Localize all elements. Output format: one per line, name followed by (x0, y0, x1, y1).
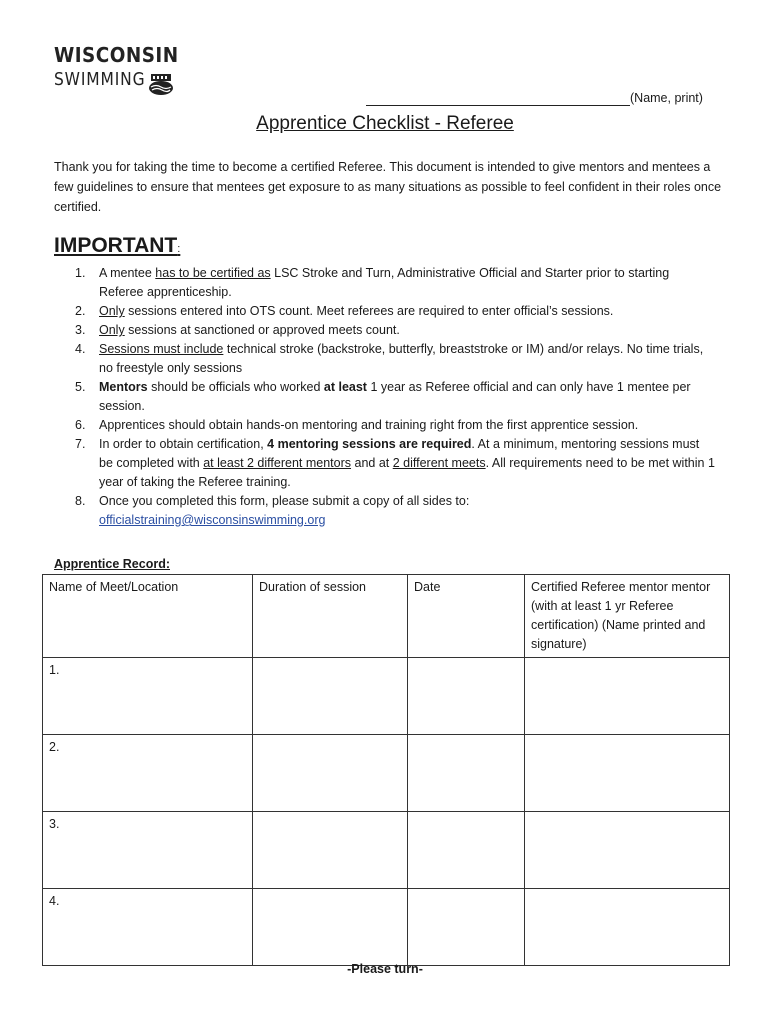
table-row (43, 812, 730, 889)
requirements-list (66, 264, 716, 530)
intro-paragraph: Thank you for taking the time to become a certified Referee. This document is intended to give mentors and mentees a few guidelines to ensure that mentees get exposure to as many situations as possible to feel confident in their roles once certified. (54, 160, 722, 214)
logo-line1: WISCONSIN (54, 43, 179, 67)
list-item-underlined: has to be certified as (155, 266, 271, 280)
list-item-text: LSC Stroke and Turn, Administrative Official and Starter prior to starting Referee apprenticeship. (99, 266, 670, 299)
row-number-cell[interactable]: 3. (43, 812, 253, 889)
duration-cell[interactable] (253, 735, 408, 812)
list-item-number: 4. (75, 342, 86, 356)
important-heading-text: IMPORTANT (54, 234, 178, 257)
column-header-duration: Duration of session (253, 575, 408, 658)
mentor-cell[interactable] (525, 735, 730, 812)
list-item-text: should be officials who worked (147, 380, 324, 394)
list-item-underlined: Only (99, 304, 125, 318)
list-item-number: 6. (75, 418, 86, 432)
list-item-number: 8. (75, 494, 86, 508)
wisconsin-swimming-logo (54, 44, 184, 100)
date-cell[interactable] (408, 735, 525, 812)
duration-cell[interactable] (253, 658, 408, 735)
list-item-underlined: at least 2 different mentors (203, 456, 352, 470)
table-row (43, 889, 730, 966)
list-item-bold: 4 mentoring sessions are required (267, 437, 472, 451)
list-item (66, 302, 716, 321)
list-item-text: sessions entered into OTS count. Meet referees are required to enter official’s sessions. (124, 304, 614, 318)
list-item-text: In order to obtain certification, (99, 437, 268, 451)
list-item (66, 264, 716, 302)
column-header-mentor: Certified Referee mentor mentor (with at least 1 yr Referee certification) (Name printed and signature) (525, 575, 730, 658)
date-cell[interactable] (408, 889, 525, 966)
name-signature-line[interactable] (366, 91, 630, 106)
list-item-text: sessions at sanctioned or approved meets count. (124, 323, 400, 337)
list-item (66, 416, 716, 435)
apprentice-record-table (42, 574, 730, 966)
list-item-text: technical stroke (backstroke, butterfly, breaststroke or IM) and/or relays. No time trials, no freestyle only sessions (99, 342, 704, 375)
column-header-meet: Name of Meet/Location (43, 575, 253, 658)
column-header-date: Date (408, 575, 525, 658)
list-item (66, 340, 716, 378)
list-item (66, 378, 716, 416)
mentor-cell[interactable] (525, 812, 730, 889)
date-cell[interactable] (408, 658, 525, 735)
date-cell[interactable] (408, 812, 525, 889)
list-item-text: A mentee (99, 266, 156, 280)
list-item-underlined: 2 different meets (392, 456, 486, 470)
list-item-number: 1. (75, 266, 86, 280)
row-number-cell[interactable]: 4. (43, 889, 253, 966)
list-item (66, 435, 716, 492)
list-item-bold: Mentors (99, 380, 148, 394)
table-header-row (43, 575, 730, 658)
duration-cell[interactable] (253, 812, 408, 889)
list-item-text: and at (351, 456, 393, 470)
row-number-cell[interactable]: 1. (43, 658, 253, 735)
list-item-text: . All requirements need to be met within 1 year of taking the Referee training. (99, 456, 715, 489)
list-item-underlined: Sessions must include (99, 342, 224, 356)
important-heading (54, 234, 180, 258)
list-item-number: 2. (75, 304, 86, 318)
page-title: Apprentice Checklist - Referee (256, 113, 514, 134)
please-turn-footer: -Please turn- (347, 962, 423, 976)
logo-line2: SWIMMING (54, 69, 146, 90)
list-item-text: . At a minimum, mentoring sessions must be completed with (99, 437, 700, 470)
list-item-number: 7. (75, 437, 86, 451)
list-item-text: 1 year as Referee official and can only have 1 mentee per session. (99, 380, 691, 413)
list-item-bold: at least (323, 380, 367, 394)
table-row (43, 658, 730, 735)
duration-cell[interactable] (253, 889, 408, 966)
important-colon: : (177, 243, 181, 255)
list-item-text: Once you completed this form, please submit a copy of all sides to: (99, 494, 470, 508)
usa-swimming-badge-icon (148, 74, 174, 96)
row-number-cell[interactable]: 2. (43, 735, 253, 812)
list-item-number: 5. (75, 380, 86, 394)
email-link[interactable]: officialstraining@wisconsinswimming.org (99, 513, 326, 527)
table-row (43, 735, 730, 812)
list-item-number: 3. (75, 323, 86, 337)
list-item-text: Apprentices should obtain hands-on mentoring and training right from the first apprentice session. (99, 418, 639, 432)
apprentice-record-title: Apprentice Record: (54, 557, 170, 571)
mentor-cell[interactable] (525, 889, 730, 966)
list-item (66, 492, 716, 530)
list-item (66, 321, 716, 340)
name-print-label: (Name, print) (630, 91, 703, 105)
mentor-cell[interactable] (525, 658, 730, 735)
list-item-underlined: Only (99, 323, 125, 337)
